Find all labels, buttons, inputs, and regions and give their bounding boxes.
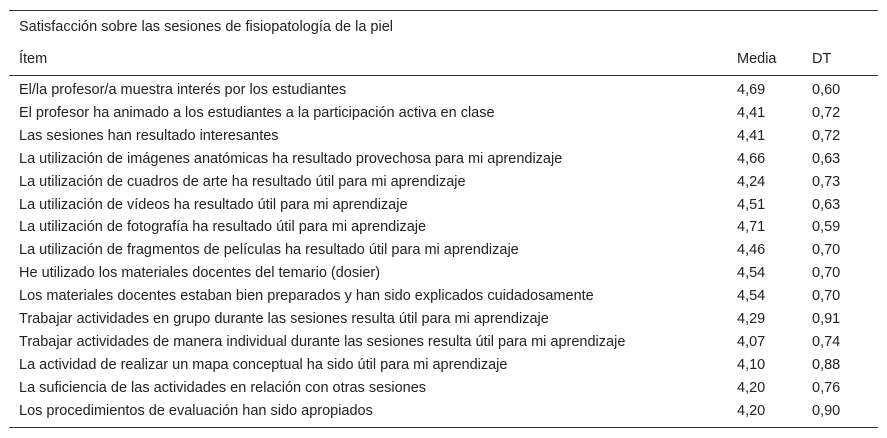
- item-cell: La actividad de realizar un mapa conceptual ha sido útil para mi aprendizaje: [19, 356, 508, 373]
- media-cell: 4,20: [737, 379, 766, 396]
- table-row: [9, 354, 878, 377]
- table-row: [9, 285, 878, 308]
- dt-cell: 0,74: [812, 333, 841, 350]
- item-cell: Las sesiones han resultado interesantes: [19, 127, 279, 144]
- table-row: [9, 262, 878, 285]
- dt-cell: 0,72: [812, 127, 841, 144]
- satisfaction-table: [9, 10, 878, 428]
- table-row: [9, 239, 878, 262]
- header-row: [9, 44, 878, 76]
- media-cell: 4,51: [737, 196, 766, 213]
- table-row: [9, 194, 878, 217]
- table-body: [9, 76, 878, 423]
- dt-cell: 0,72: [812, 104, 841, 121]
- item-cell: El profesor ha animado a los estudiantes a la participación activa en clase: [19, 104, 495, 121]
- item-cell: La utilización de imágenes anatómicas ha resultado provechosa para mi aprendizaje: [19, 150, 563, 167]
- item-cell: La utilización de fotografía ha resultado útil para mi aprendizaje: [19, 219, 427, 236]
- dt-cell: 0,70: [812, 288, 841, 305]
- dt-cell: 0,63: [812, 196, 841, 213]
- item-cell: El/la profesor/a muestra interés por los estudiantes: [19, 82, 347, 98]
- item-cell: La utilización de fragmentos de películas ha resultado útil para mi aprendizaje: [19, 242, 519, 259]
- dt-cell: 0,60: [812, 82, 841, 98]
- table-row: [9, 102, 878, 125]
- dt-cell: 0,90: [812, 402, 841, 419]
- media-cell: 4,41: [737, 127, 766, 144]
- media-cell: 4,10: [737, 356, 766, 373]
- header-dt: DT: [802, 44, 878, 76]
- header-item: Ítem: [9, 44, 727, 76]
- table-row: [9, 125, 878, 148]
- media-cell: 4,24: [737, 173, 766, 190]
- table-row: [9, 331, 878, 354]
- dt-cell: 0,88: [812, 356, 841, 373]
- dt-cell: 0,70: [812, 265, 841, 282]
- item-cell: La utilización de vídeos ha resultado útil para mi aprendizaje: [19, 196, 408, 213]
- media-cell: 4,54: [737, 265, 766, 282]
- item-cell: Los materiales docentes estaban bien preparados y han sido explicados cuidadosamente: [19, 288, 594, 305]
- media-cell: 4,46: [737, 242, 766, 259]
- media-cell: 4,07: [737, 333, 766, 350]
- item-cell: La utilización de cuadros de arte ha resultado útil para mi aprendizaje: [19, 173, 466, 190]
- dt-cell: 0,70: [812, 242, 841, 259]
- table-row: [9, 308, 878, 331]
- data-table: [9, 44, 878, 423]
- header-media: Media: [727, 44, 802, 76]
- table-row: [9, 76, 878, 102]
- dt-cell: 0,59: [812, 219, 841, 236]
- dt-cell: 0,73: [812, 173, 841, 190]
- item-cell: Trabajar actividades en grupo durante las sesiones resulta útil para mi aprendizaje: [19, 311, 549, 328]
- item-cell: He utilizado los materiales docentes del temario (dosier): [19, 265, 381, 282]
- media-cell: 4,66: [737, 150, 766, 167]
- dt-cell: 0,63: [812, 150, 841, 167]
- media-cell: 4,54: [737, 288, 766, 305]
- bottom-rule: [9, 427, 878, 428]
- table-row: [9, 377, 878, 400]
- media-cell: 4,41: [737, 104, 766, 121]
- item-cell: Los procedimientos de evaluación han sido apropiados: [19, 402, 373, 419]
- table-row: [9, 148, 878, 171]
- table-caption: Satisfacción sobre las sesiones de fisiopatología de la piel: [19, 19, 394, 35]
- media-cell: 4,69: [737, 82, 766, 98]
- dt-cell: 0,76: [812, 379, 841, 396]
- media-cell: 4,29: [737, 311, 766, 328]
- item-cell: Trabajar actividades de manera individual durante las sesiones resulta útil para mi aprendizaje: [19, 333, 626, 350]
- media-cell: 4,71: [737, 219, 766, 236]
- media-cell: 4,20: [737, 402, 766, 419]
- table-row: [9, 171, 878, 194]
- item-cell: La suficiencia de las actividades en relación con otras sesiones: [19, 379, 427, 396]
- dt-cell: 0,91: [812, 311, 841, 328]
- table-row: [9, 400, 878, 423]
- table-row: [9, 216, 878, 239]
